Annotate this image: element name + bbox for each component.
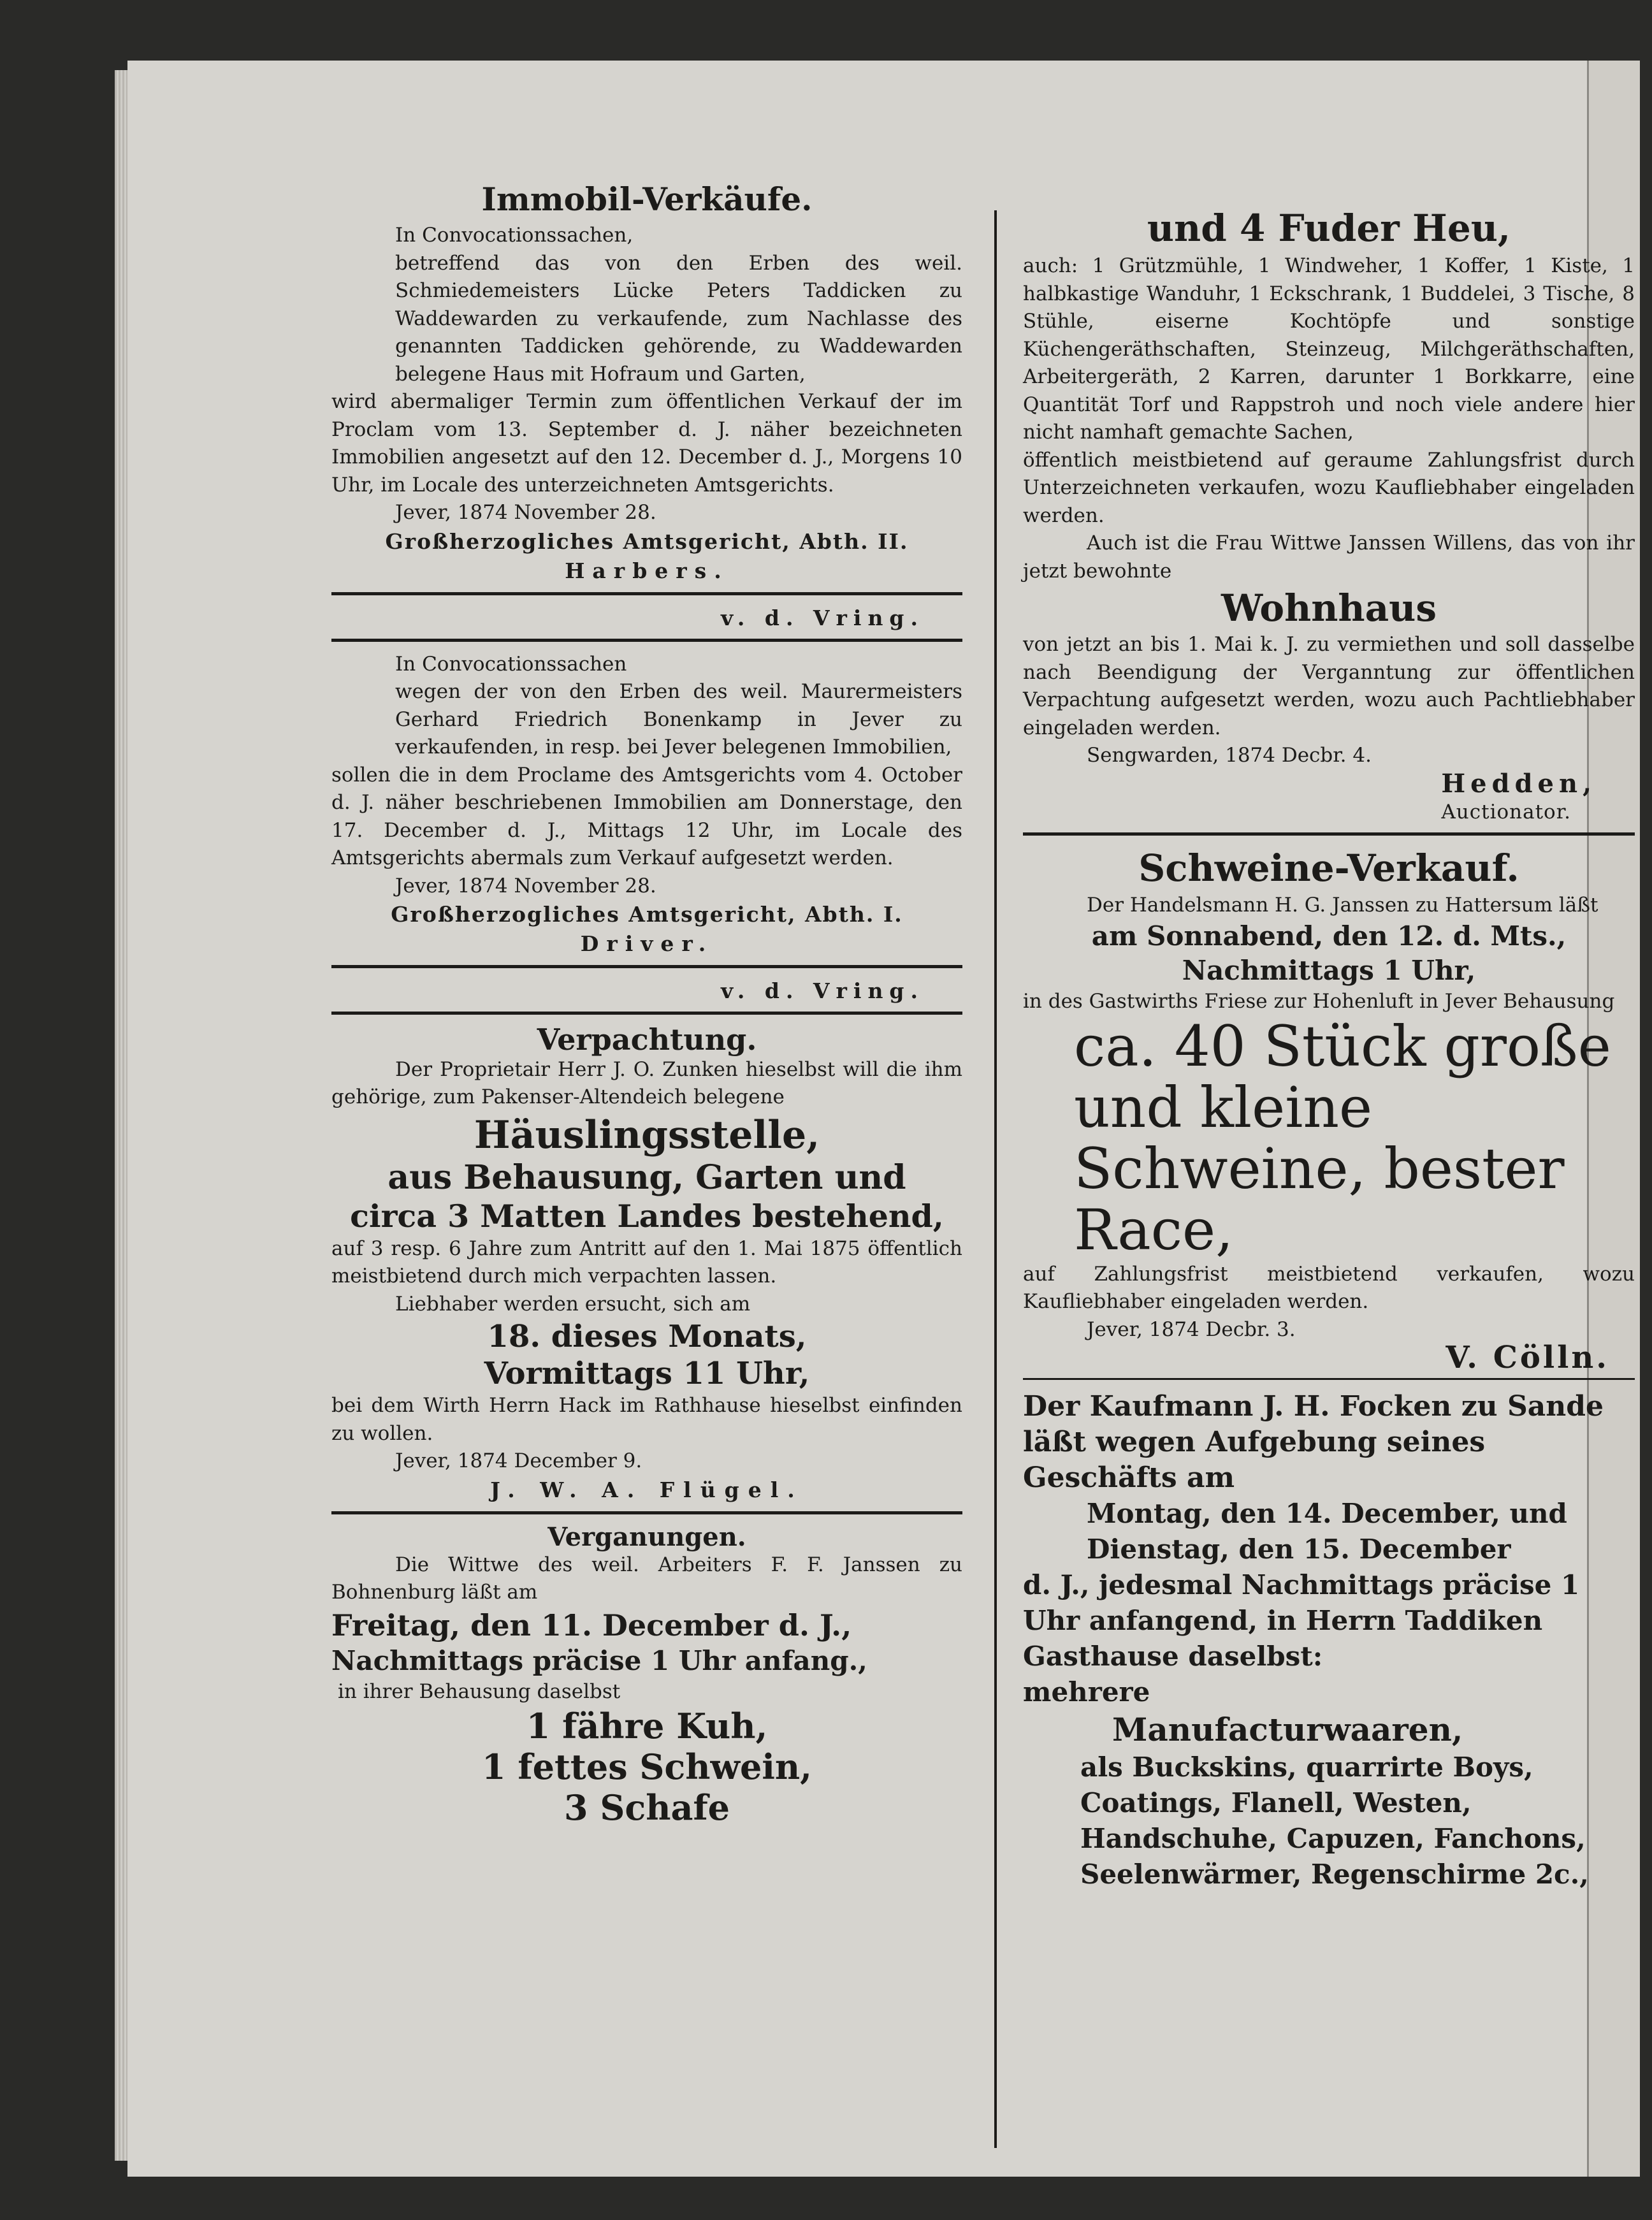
ad-paragraph: betreffend das von den Erben des weil. Schmiedemeisters Lücke Peters Taddicken zu Waddewarden zu verkaufende, zum Nachlasse des genannten Taddicken gehörende, zu Waddewarden belegene Haus mit Hofraum und Garten, xyxy=(395,251,962,386)
ad-headline: Vormittags 11 Uhr, xyxy=(484,1356,810,1392)
ad-title: Verganungen. xyxy=(547,1521,746,1552)
ad-immobil-verkaeufe xyxy=(331,182,962,642)
ad-paragraph: auch: 1 Grützmühle, 1 Windweher, 1 Koffer, 1 Kiste, 1 halbkastige Wanduhr, 1 Eckschrank, 1 Buddelei, 3 Tische, 8 Stühle, eiserne Kochtöpfe und sonstige Küchengeräthschaften, Steinzeug, Milchgeräthschaften, Arbeitergeräth, 2 Karren, darunter 1 Borkkarre, eine Quantität Torf und Rappstroh und noch viele andere hier nicht namhaft gemachte Sachen, xyxy=(1023,254,1635,444)
ad-authority: Großherzogliches Amtsgericht, Abth. I. xyxy=(391,902,903,927)
ad-signature: Harbers. xyxy=(565,558,729,583)
ad-headline: circa 3 Matten Landes bestehend, xyxy=(350,1197,944,1235)
ad-role: Auctionator. xyxy=(1441,800,1571,823)
ad-title: Verpachtung. xyxy=(537,1022,757,1057)
ad-clerk: v. d. Vring. xyxy=(721,978,924,1003)
ad-authority: Großherzogliches Amtsgericht, Abth. II. xyxy=(385,528,909,554)
ad-headline: und 4 Fuder Heu, xyxy=(1147,207,1511,250)
ad-headline: Nachmittags 1 Uhr, xyxy=(1182,955,1476,986)
left-column xyxy=(331,182,962,1828)
ad-headline: Dienstag, den 15. December xyxy=(1087,1534,1511,1565)
ad-paragraph: bei dem Wirth Herrn Hack im Rathhause hieselbst einfinden zu wollen. xyxy=(331,1394,962,1445)
ad-headline: 1 fettes Schwein, xyxy=(482,1746,812,1788)
ad-title: Immobil-Verkäufe. xyxy=(481,180,813,218)
ad-verganungen xyxy=(331,1523,962,1829)
ad-paragraph: in des Gastwirths Friese zur Hohenluft in Jever Behausung xyxy=(1023,990,1615,1013)
ad-paragraph: sollen die in dem Proclame des Amtsgerichts vom 4. October d. J. näher beschriebenen Immobilien am Donnerstage, den 17. December d. J., Mittags 12 Uhr, im Locale des Amtsgerichts abermals zum Verkauf aufgesetzt werden. xyxy=(331,763,962,869)
ad-paragraph: von jetzt an bis 1. Mai k. J. zu vermiethen und soll dasselbe nach Beendigung der Verganntung zur öffentlichen Verpachtung aufgesetzt werden, wozu auch Pachtliebhaber eingeladen werden. xyxy=(1023,633,1635,739)
ad-signature: V. Cölln. xyxy=(1446,1340,1609,1375)
rule xyxy=(331,592,962,595)
ad-paragraph: in ihrer Behausung daselbst xyxy=(338,1680,621,1703)
ad-signature: J. W. A. Flügel. xyxy=(490,1477,804,1502)
ad-paragraph: In Convocationssachen xyxy=(395,652,627,676)
ad-schweine-verkauf xyxy=(1023,845,1635,1381)
rule xyxy=(1023,832,1635,836)
ad-headline: 3 Schafe xyxy=(563,1787,730,1829)
ad-paragraph: wegen der von den Erben des weil. Maurermeisters Gerhard Friedrich Bonenkamp in Jever zu verkaufenden, in resp. bei Jever belegenen Immobilien, xyxy=(395,680,962,758)
rule xyxy=(331,639,962,642)
ad-date: Sengwarden, 1874 Decbr. 4. xyxy=(1087,744,1372,767)
ad-focken-manufactur xyxy=(1023,1389,1635,1892)
ad-paragraph: auf 3 resp. 6 Jahre zum Antritt auf den 1. Mai 1875 öffentlich meistbietend durch mich verpachten lassen. xyxy=(331,1237,962,1288)
column-divider xyxy=(994,210,997,2148)
ad-signature: Hedden, xyxy=(1441,768,1597,799)
ad-paragraph: auf Zahlungsfrist meistbietend verkaufen, wozu Kaufliebhaber eingeladen werden. xyxy=(1023,1262,1635,1313)
ad-headline: ca. 40 Stück große und kleine Schweine, bester Race, xyxy=(1074,1013,1611,1263)
ad-headline: Wohnhaus xyxy=(1221,586,1437,630)
ad-headline: Häuslingsstelle, xyxy=(474,1112,820,1157)
ad-clerk: v. d. Vring. xyxy=(721,605,924,630)
ad-janssen-auction xyxy=(1023,204,1635,836)
rule xyxy=(1023,1378,1635,1380)
ad-paragraph: In Convocationssachen, xyxy=(395,224,634,247)
ad-verpachtung xyxy=(331,1024,962,1514)
ad-headline: Freitag, den 11. December d. J., xyxy=(331,1607,852,1643)
ad-headline: aus Behausung, Garten und xyxy=(388,1157,906,1197)
ad-title: Schweine-Verkauf. xyxy=(1138,846,1519,890)
ad-paragraph: öffentlich meistbietend auf geraume Zahlungsfrist durch Unterzeichneten verkaufen, wozu Kaufliebhaber eingeladen werden. xyxy=(1023,448,1635,527)
ad-paragraph: Auch ist die Frau Wittwe Janssen Willens, das von ihr jetzt bewohnte xyxy=(1023,532,1635,583)
ad-signature: Driver. xyxy=(580,931,714,956)
right-column xyxy=(1023,204,1635,1892)
ad-headline: als Buckskins, quarrirte Boys, Coatings, Flanell, Westen, Handschuhe, Capuzen, Fanchons, Seelenwärmer, Regenschirme 2c., xyxy=(1080,1752,1589,1890)
ad-convocation-bonenkamp xyxy=(331,651,962,1015)
ad-headline: Der Kaufmann J. H. Focken zu Sande läßt wegen Aufgebung seines Geschäfts am xyxy=(1023,1390,1604,1494)
ad-paragraph: Der Handelsmann H. G. Janssen zu Hattersum läßt xyxy=(1087,893,1598,917)
ad-date: Jever, 1874 November 28. xyxy=(395,501,656,524)
ad-headline: Nachmittags präcise 1 Uhr anfang., xyxy=(331,1644,867,1676)
ad-headline: mehrere xyxy=(1023,1676,1150,1708)
ad-paragraph: Der Proprietair Herr J. O. Zunken hieselbst will die ihm gehörige, zum Pakenser-Altendeich belegene xyxy=(331,1057,962,1109)
ad-paragraph: Liebhaber werden ersucht, sich am xyxy=(395,1292,751,1316)
ad-paragraph: Die Wittwe des weil. Arbeiters F. F. Janssen zu Bohnenburg läßt am xyxy=(331,1553,962,1604)
rule xyxy=(331,1012,962,1015)
ad-headline: 1 fähre Kuh, xyxy=(526,1706,768,1747)
ad-headline: d. J., jedesmal Nachmittags präcise 1 Uhr anfangend, in Herrn Taddiken Gasthause daselbst: xyxy=(1023,1569,1580,1672)
ad-headline: Montag, den 14. December, und xyxy=(1087,1498,1567,1529)
ad-paragraph: wird abermaliger Termin zum öffentlichen Verkauf der im Proclam vom 13. September d. J. näher bezeichneten Immobilien angesetzt auf den 12. December d. J., Morgens 10 Uhr, im Locale des unterzeichneten Amtsgerichts. xyxy=(331,390,962,497)
ad-date: Jever, 1874 November 28. xyxy=(395,874,656,897)
ad-date: Jever, 1874 Decbr. 3. xyxy=(1087,1317,1296,1341)
ad-date: Jever, 1874 December 9. xyxy=(395,1449,642,1473)
rule xyxy=(331,1511,962,1514)
ad-headline: am Sonnabend, den 12. d. Mts., xyxy=(1091,920,1567,952)
ad-headline: 18. dieses Monats, xyxy=(487,1319,807,1355)
rule xyxy=(331,965,962,968)
ad-headline: Manufacturwaaren, xyxy=(1112,1711,1463,1748)
